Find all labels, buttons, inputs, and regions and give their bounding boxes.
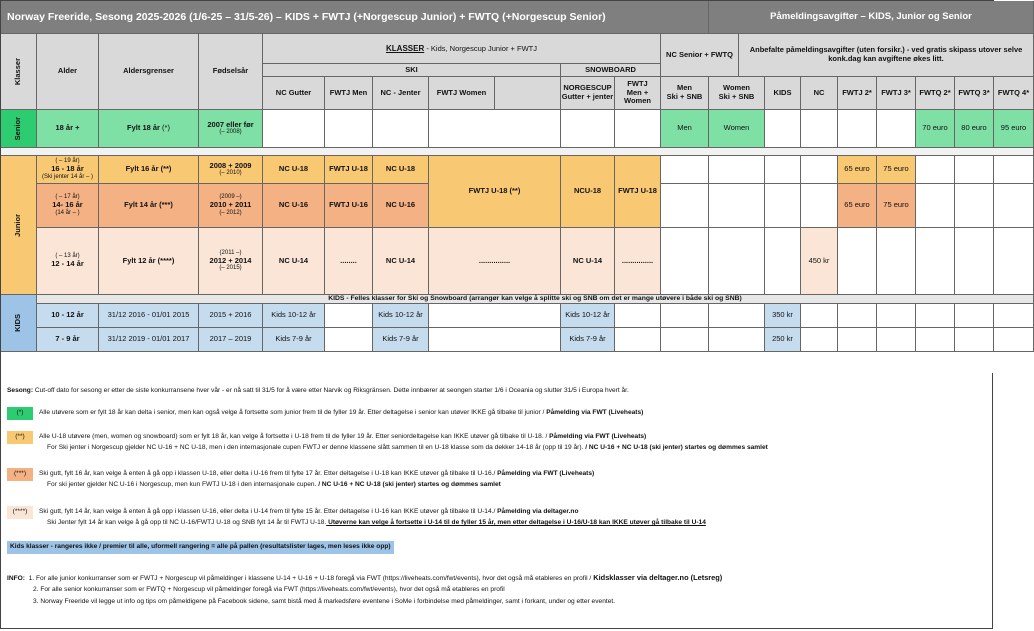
junior-u14-alder [37, 228, 99, 295]
fee-col-kids: KIDS [765, 77, 801, 110]
kids-10-12-e8 [877, 304, 916, 328]
u14-fee-nc: 450 kr [801, 228, 838, 295]
junior-label-text: Junior [13, 213, 23, 237]
info-1-text: 1. For alle junior konkurranser som er FWTJ + Norgescup vil påmeldinger i klassene U-14 + U-16 + U-18 foregå via FWT (https://liveheats.com/fwt/events), hvor det også må etableres en profil / [28, 575, 592, 582]
info-3-text: 3. Norway Freeride vil legge ut info og tips om påmeldigene på Facebook sidene, samt bistå med å markedsføre eventene i SoMe i forbindelse med påmeldinger, samt i forkant, under og etter eventet. [33, 598, 616, 605]
women-header [709, 77, 765, 110]
women-label: Women [723, 83, 750, 93]
u16-fwtq-empty [916, 184, 955, 228]
junior-u14-snb-nc: NC U-14 [561, 228, 615, 295]
note-4 [7, 506, 988, 519]
note-4-line2-bold: Utøverne kan velge å fortsette i U-14 til de fyller 15 år, men etter deltagelse i U-16/U-18 kan IKKE utøver gå tilbake til U-14 [326, 519, 706, 526]
fwtj-snb-label: FWTJ [627, 79, 648, 89]
u18-alder-post: (Ski jenter 14 år – ) [41, 173, 94, 180]
junior-u14-snb-fwtj: ............... [615, 228, 661, 295]
info-1 [7, 573, 988, 584]
u18-fee-fwtj3: 75 euro [877, 156, 916, 184]
senior-empty-1 [263, 110, 325, 148]
kids-10-12-ski1: Kids 10-12 år [263, 304, 325, 328]
junior-u14-fwtj-women: ............... [429, 228, 561, 295]
men-header [661, 77, 709, 110]
fee-col-fwtq3: FWTQ 3* [955, 77, 994, 110]
senior-alder: 18 år + [37, 110, 99, 148]
kids-7-9-grense: 31/12 2019 - 01/01 2017 [99, 328, 199, 352]
kids-10-12-empty3 [615, 304, 661, 328]
note-2 [7, 431, 988, 444]
kids-10-12-ski2: Kids 10-12 år [373, 304, 429, 328]
alder-header: Alder [37, 34, 99, 110]
kids-10-12-e6 [801, 304, 838, 328]
junior-fwtj-women-merged: FWTJ U-18 (**) [429, 156, 561, 228]
note-4-text: Ski gutt, fylt 14 år, kan velge å enten å gå opp i klassen U-16, eller delta i U-14 frem til fylte 15 år. Etter deltagelse i U-16 kan IKKE utøver gå tilbake til U-14./ [39, 508, 496, 515]
kids-7-9-empty2 [429, 328, 561, 352]
klasser-label: Klasser [13, 57, 23, 86]
notes-section [0, 373, 993, 629]
kids-label-text: KIDS [13, 314, 23, 332]
kids-7-9-ski2: Kids 7-9 år [373, 328, 429, 352]
u16-fodt: 2010 + 2011 [209, 200, 252, 210]
note-2-bold: Påmelding via FWT (Liveheats) [547, 433, 647, 440]
kids-7-9-e10 [955, 328, 994, 352]
norgescup-label: NORGESCUP [563, 83, 612, 93]
kids-10-12-empty4 [661, 304, 709, 328]
u16-fwtq4-empty [994, 184, 1034, 228]
senior-fee-kids [765, 110, 801, 148]
kids-10-12-empty2 [429, 304, 561, 328]
info-2-text: 2. For alle senior konkurranser som er FWTQ + Norgescup vil påmeldinger foregå via FWT (https://liveheats.com/fwt/events), hvor det også må etableres en profil [33, 586, 505, 593]
kids-label [1, 295, 37, 352]
note-4-line2-text: Ski Jenter fylt 14 år kan velge å gå opp til NC U-16/FWTJ U-18 og SNB fylt 14 år til FWTJ U-18. [47, 519, 327, 526]
senior-empty-4 [429, 110, 561, 148]
note-4-bold: Påmelding via deltager.no [495, 508, 579, 515]
klasser-title-text: KLASSER [386, 43, 425, 53]
note-2-line2-text: For Ski jenter i Norgescup gjelder NC U-16 + NC U-18, men i den internasjonale cupen FWTJ er denne klassene slått sammen til en U-18 klasse som da dekker 14-18 år (opp til 19 år). [47, 444, 584, 451]
senior-label-text: Senior [13, 116, 23, 141]
senior-empty-6 [615, 110, 661, 148]
page-title: Norway Freeride, Sesong 2025-2026 (1/6-25 – 31/5-26) – KIDS + FWTJ (+Norgescup Junior) + FWTQ (+Norgescup Senior) [1, 1, 709, 34]
junior-u14-grense: Fylt 12 år (****) [99, 228, 199, 295]
info-2 [7, 586, 988, 595]
senior-grense-text: Fylt 18 år [127, 123, 160, 133]
note-3-line2-bold: / NC U-16 + NC U-18 (ski jenter) startes og dømmes samlet [316, 481, 501, 488]
note-3-tag: (***) [7, 468, 33, 481]
info-label: INFO: [7, 575, 25, 582]
u16-fee-fwtj2: 65 euro [838, 184, 877, 228]
junior-u14-nc-jenter: NC U-14 [373, 228, 429, 295]
fees-title: Påmeldingsavgifter – KIDS, Junior og Senior [709, 1, 1034, 34]
u14-fodt-post: (– 2015) [219, 265, 242, 272]
note-1-tag: (*) [7, 407, 33, 420]
senior-grense-mark: (*) [159, 123, 170, 133]
u14-fodt: 2012 + 2014 [209, 255, 252, 265]
junior-u18-alder [37, 156, 99, 184]
senior-fee-fwtq2: 70 euro [916, 110, 955, 148]
u18-alder-pre: ( – 19 år) [55, 158, 80, 165]
u14-fodt-pre: (2011 –) [219, 249, 242, 256]
senior-grense [99, 110, 199, 148]
kids-7-9-e11 [994, 328, 1034, 352]
kids-7-9-empty4 [661, 328, 709, 352]
u14-alder: 12 - 14 år [51, 259, 84, 269]
u18-fwtq4-empty [994, 156, 1034, 184]
note-3-line2-text: For ski jenter gjelder NC U-16 i Norgescup, men kun FWTJ U-18 i den internasjonale cupen. [47, 481, 317, 488]
kids-10-12-fee: 350 kr [765, 304, 801, 328]
note-2-text: Alle U-18 utøvere (men, women og snowboard) som er fylt 18 år, kan velge å fortsette i U-18 frem til de fyller 19 år. Etter seniordeltagelse kan IKKE utøver gå tilbake til U-18. / [39, 433, 548, 440]
senior-fee-fwtq4: 95 euro [994, 110, 1034, 148]
note-1 [7, 407, 988, 420]
sesong-label: Sesong: [7, 387, 34, 394]
kids-10-12-grense: 31/12 2016 - 01/01 2015 [99, 304, 199, 328]
senior-fee-nc [801, 110, 838, 148]
u14-fwtj3-empty [877, 228, 916, 295]
junior-u16-alder [37, 184, 99, 228]
senior-fee-fwtj3 [877, 110, 916, 148]
junior-u18-fwtj-men: FWTJ U-18 [325, 156, 373, 184]
junior-u18-fodt [199, 156, 263, 184]
u18-fee-fwtj2: 65 euro [838, 156, 877, 184]
junior-u16-fwtj-men: FWTJ U-16 [325, 184, 373, 228]
kids-7-9-e6 [801, 328, 838, 352]
norgescup-sub: Gutter + jenter [561, 92, 614, 101]
u16-nc-empty [801, 184, 838, 228]
fee-col-fwtq4: FWTQ 4* [994, 77, 1034, 110]
fwtj-men-header: FWTJ Men [325, 77, 373, 110]
sesong-text: Cut-off dato for sesong er etter de siste konkurransene hver vår - er nå satt til 31/5 for å være etter Narvik og Riksgränsen. Dette innbærer at seongen starter 1/6 i Oceania og slutter 31/5 i Europa hvert år. [34, 387, 629, 394]
u16-alder-pre: ( – 17 år) [55, 194, 80, 201]
junior-u14-fodt [199, 228, 263, 295]
senior-fodt [199, 110, 263, 148]
note-1-text: Alle utøvere som er fylt 18 år kan delta i senior, men kan også velge å fortsette som junior frem til de fyller 19 år. Etter deltagelse i senior kan utøver IKKE gå tilbake til junior / [39, 409, 545, 416]
u18-fodt-post: (– 2010) [219, 170, 242, 177]
nc-senior-fwtq-header: NC Senior + FWTQ [661, 34, 739, 77]
u18-nc-empty [801, 156, 838, 184]
u18-men-empty [661, 156, 709, 184]
junior-u16-grense: Fylt 14 år (***) [99, 184, 199, 228]
kids-10-12-empty1 [325, 304, 373, 328]
fee-col-fwtj2: FWTJ 2* [838, 77, 877, 110]
fee-col-fwtj3: FWTJ 3* [877, 77, 916, 110]
note-2-line2 [7, 444, 988, 453]
nc-jenter-header: NC - Jenter [373, 77, 429, 110]
kids-7-9-empty5 [709, 328, 765, 352]
u16-alder-post: (14 år – ) [55, 209, 80, 216]
u14-fwtq3-empty [955, 228, 994, 295]
kids-7-9-fodt: 2017 – 2019 [199, 328, 263, 352]
note-1-bold: Påmelding via FWT (Liveheats) [544, 409, 644, 416]
u18-alder: 16 - 18 år [51, 164, 84, 174]
u14-women-empty [709, 228, 765, 295]
kids-10-12-fodt: 2015 + 2016 [199, 304, 263, 328]
kids-note-text: Kids klasser - rangeres ikke / premier til alle, uformell rangering = alle på pallen (resultatslister lages, men leses ikke opp) [7, 541, 394, 554]
u18-fwtq-empty [916, 156, 955, 184]
senior-fee-fwtj2 [838, 110, 877, 148]
u14-fwtq-empty [916, 228, 955, 295]
kids-10-12-e9 [916, 304, 955, 328]
spacer [1, 148, 1034, 156]
norgescup-snb-header [561, 77, 615, 110]
u18-women-empty [709, 156, 765, 184]
fwtj-women-blank [495, 77, 561, 110]
u16-fodt-pre: (2009 –) [219, 194, 242, 201]
fwtj-snb-header [615, 77, 661, 110]
info-1-bold: Kidsklasser via deltager.no (Letsreg) [591, 573, 723, 582]
kids-7-9-ski1: Kids 7-9 år [263, 328, 325, 352]
ski-header: SKI [263, 64, 561, 77]
note-4-line2 [7, 519, 988, 528]
u16-fee-fwtj3: 75 euro [877, 184, 916, 228]
women-sub: Ski + SNB [718, 92, 755, 101]
kids-7-9-alder: 7 - 9 år [37, 328, 99, 352]
junior-u18-grense: Fylt 16 år (**) [99, 156, 199, 184]
fee-col-fwtq2: FWTQ 2* [916, 77, 955, 110]
note-4-tag: (****) [7, 506, 33, 519]
kids-7-9-e9 [916, 328, 955, 352]
junior-label [1, 156, 37, 295]
u16-men-empty [661, 184, 709, 228]
senior-fodt-sub: (– 2008) [219, 129, 242, 136]
junior-u16-nc-gutter: NC U-16 [263, 184, 325, 228]
u14-men-empty [661, 228, 709, 295]
fwtj-women-header: FWTJ Women [429, 77, 495, 110]
klasser-title [263, 34, 661, 64]
kids-10-12-alder: 10 - 12 år [37, 304, 99, 328]
klasser-subtitle: - Kids, Norgescup Junior + FWTJ [424, 43, 537, 53]
u18-fodt: 2008 + 2009 [209, 160, 252, 170]
note-3 [7, 468, 988, 481]
senior-label [1, 110, 37, 148]
kids-10-12-e11 [994, 304, 1034, 328]
u14-fwtq4-empty [994, 228, 1034, 295]
men-sub: Ski + SNB [666, 92, 703, 101]
men-label: Men [677, 83, 692, 93]
note-sesong [7, 387, 988, 396]
junior-u18-nc-gutter: NC U-18 [263, 156, 325, 184]
junior-u18-nc-jenter: NC U-18 [373, 156, 429, 184]
senior-women: Women [709, 110, 765, 148]
u16-kids-empty [765, 184, 801, 228]
note-3-bold: Påmelding via FWT (Liveheats) [495, 470, 595, 477]
note-3-text: Ski gutt, fylt 16 år, kan velge å enten å gå opp i klassen U-18, eller delta i U-16 frem til fylte 17 år. Etter deltagelse i U-18 kan IKKE utøver gå tilbake til U-16./ [39, 470, 496, 477]
klasser-header [1, 34, 37, 110]
junior-u14-nc-gutter: NC U-14 [263, 228, 325, 295]
u16-fwtq3-empty [955, 184, 994, 228]
aldersgrenser-header: Aldersgrenser [99, 34, 199, 110]
senior-empty-5 [561, 110, 615, 148]
kids-7-9-fee: 250 kr [765, 328, 801, 352]
u14-kids-empty [765, 228, 801, 295]
u14-fwtj2-empty [838, 228, 877, 295]
info-3 [7, 598, 988, 607]
note-3-line2 [7, 481, 988, 490]
senior-empty-3 [373, 110, 429, 148]
u18-kids-empty [765, 156, 801, 184]
senior-fodt-text: 2007 eller før [207, 119, 254, 129]
senior-men: Men [661, 110, 709, 148]
kids-7-9-empty3 [615, 328, 661, 352]
kids-10-12-e7 [838, 304, 877, 328]
junior-u16-nc-jenter: NC U-16 [373, 184, 429, 228]
fee-col-nc: NC [801, 77, 838, 110]
u14-alder-pre: ( – 13 år) [55, 253, 80, 260]
kids-10-12-empty5 [709, 304, 765, 328]
kids-7-9-e8 [877, 328, 916, 352]
note-2-line2-bold: / NC U-16 + NC U-18 (ski jenter) startes og dømmes samlet [583, 444, 768, 451]
u18-fwtq3-empty [955, 156, 994, 184]
senior-empty-2 [325, 110, 373, 148]
note-kids [7, 541, 988, 554]
junior-u14-fwtj-men: ........ [325, 228, 373, 295]
nc-gutter-header: NC Gutter [263, 77, 325, 110]
fodselsar-header: Fødselsår [199, 34, 263, 110]
junior-snb-fwtj-merged: FWTJ U-18 [615, 156, 661, 228]
u16-alder: 14- 16 år [52, 200, 83, 210]
senior-fee-fwtq3: 80 euro [955, 110, 994, 148]
u16-fodt-post: (– 2012) [219, 209, 242, 216]
junior-u16-fodt [199, 184, 263, 228]
note-2-tag: (**) [7, 431, 33, 444]
fwtj-snb-sub: Men + Women [624, 87, 651, 106]
kids-7-9-snb: Kids 7-9 år [561, 328, 615, 352]
kids-banner: KIDS - Felles klasser for Ski og Snowboard (arrangør kan velge å splitte ski og SNB om det er mange utøvere i både ski og SNB) [37, 295, 1034, 304]
fees-note: Anbefalte påmeldingsavgifter (uten forsikr.) - ved gratis skipass utover selve konk.dag kan avgiftene økes litt. [739, 34, 1034, 77]
junior-snb-nc-merged: NCU-18 [561, 156, 615, 228]
u16-women-empty [709, 184, 765, 228]
kids-7-9-e7 [838, 328, 877, 352]
kids-7-9-empty1 [325, 328, 373, 352]
snowboard-header: SNOWBOARD [561, 64, 661, 77]
kids-10-12-snb: Kids 10-12 år [561, 304, 615, 328]
kids-10-12-e10 [955, 304, 994, 328]
